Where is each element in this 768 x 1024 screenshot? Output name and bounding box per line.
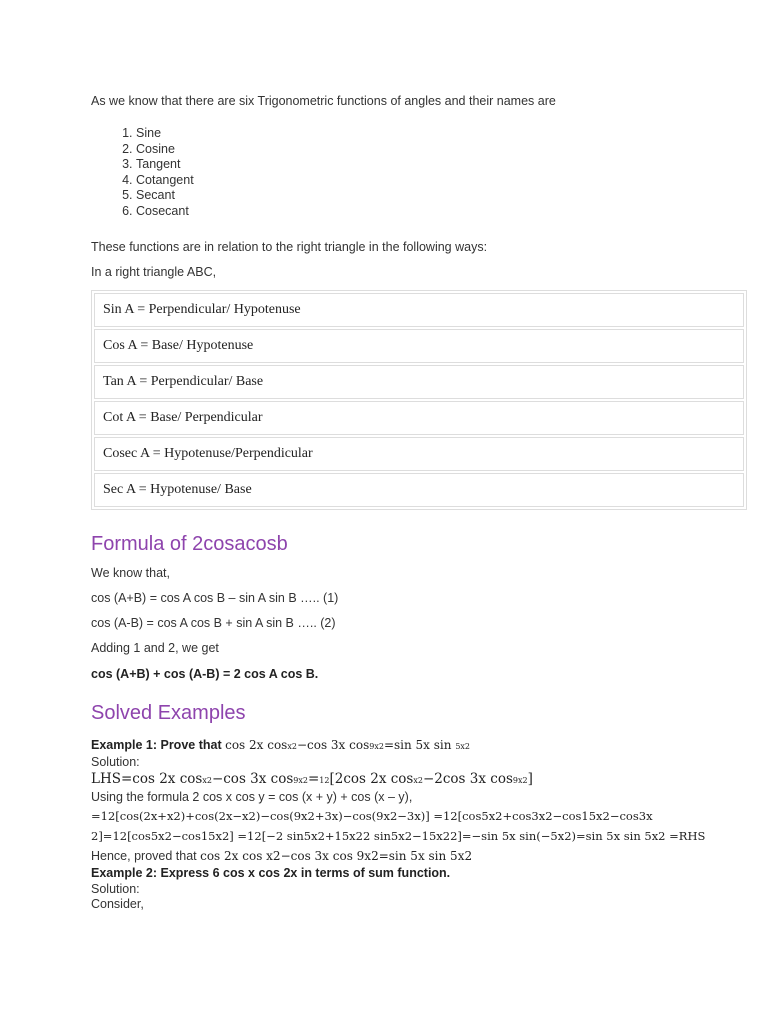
functions-list — [91, 126, 194, 220]
formula-result — [91, 667, 318, 682]
table-cell: Cosec A = Hypotenuse/Perpendicular — [94, 437, 744, 471]
example1-using: Using the formula 2 cos x cos y = cos (x + y) + cos (x – y), — [91, 790, 413, 804]
example1-lhs: LHS=cos 2x cosx2−cos 3x cos9x2=12[2cos 2x cosx2−2cos 3x cos9x2] — [91, 771, 533, 787]
list-item: 5. Secant — [136, 188, 194, 204]
list-item: 1. Sine — [136, 126, 194, 142]
table-row — [94, 437, 744, 471]
formula-heading: Formula of 2cosacosb — [91, 533, 288, 555]
example1-expr: cos 2x cosx2−cos 3x cos9x2=sin 5x sin 5x2 — [225, 738, 471, 752]
list-item: 4. Cotangent — [136, 173, 194, 189]
table-row — [94, 365, 744, 399]
formula-adding: Adding 1 and 2, we get — [91, 641, 219, 655]
example2-consider: Consider, — [91, 897, 144, 911]
table-cell: Cot A = Base/ Perpendicular — [94, 401, 744, 435]
triangle-text: In a right triangle ABC, — [91, 265, 217, 279]
formula-eq1: cos (A+B) = cos A cos B – sin A sin B ….. (1) — [91, 591, 339, 605]
formula-know: We know that, — [91, 566, 170, 580]
example2-solution: Solution: — [91, 882, 140, 896]
example1-label: Example 1: Prove that — [91, 738, 222, 752]
table-cell: Cos A = Base/ Hypotenuse — [94, 329, 744, 363]
example2-label: Example 2: Express 6 cos x cos 2x in terms of sum function. — [91, 866, 451, 880]
solved-heading: Solved Examples — [91, 702, 246, 724]
table-cell: Sin A = Perpendicular/ Hypotenuse — [94, 293, 744, 327]
table-cell: Sec A = Hypotenuse/ Base — [94, 473, 744, 507]
table-row — [94, 401, 744, 435]
formula-result-text: cos (A+B) + cos (A-B) = 2 cos A cos B. — [91, 667, 319, 681]
table-row — [94, 473, 744, 507]
table-row — [94, 293, 744, 327]
example1-step1: =12[cos(2x+x2)+cos(2x−x2)−cos(9x2+3x)−cos(9x2−3x)] =12[cos5x2+cos3x2−cos15x2−cos3x — [91, 809, 653, 823]
example1-solution: Solution: — [91, 755, 140, 769]
formula-eq2: cos (A-B) = cos A cos B + sin A sin B ….. (2) — [91, 616, 336, 630]
table-row — [94, 329, 744, 363]
ratios-table — [91, 290, 747, 510]
relation-text: These functions are in relation to the right triangle in the following ways: — [91, 240, 488, 254]
example1-line — [91, 737, 470, 755]
example1-step2: 2]=12[cos5x2−cos15x2] =12[−2 sin5x2+15x22 sin5x2−15x22]=−sin 5x sin(−5x2)=sin 5x sin 5x2 =RHS — [91, 829, 706, 843]
example1-hence: Hence, proved that cos 2x cos x2−cos 3x cos 9x2=sin 5x sin 5x2 — [91, 849, 473, 863]
list-item: 6. Cosecant — [136, 204, 194, 220]
intro-text: As we know that there are six Trigonometric functions of angles and their names are — [91, 94, 556, 108]
list-item: 2. Cosine — [136, 142, 194, 158]
list-item: 3. Tangent — [136, 157, 194, 173]
table-cell: Tan A = Perpendicular/ Base — [94, 365, 744, 399]
